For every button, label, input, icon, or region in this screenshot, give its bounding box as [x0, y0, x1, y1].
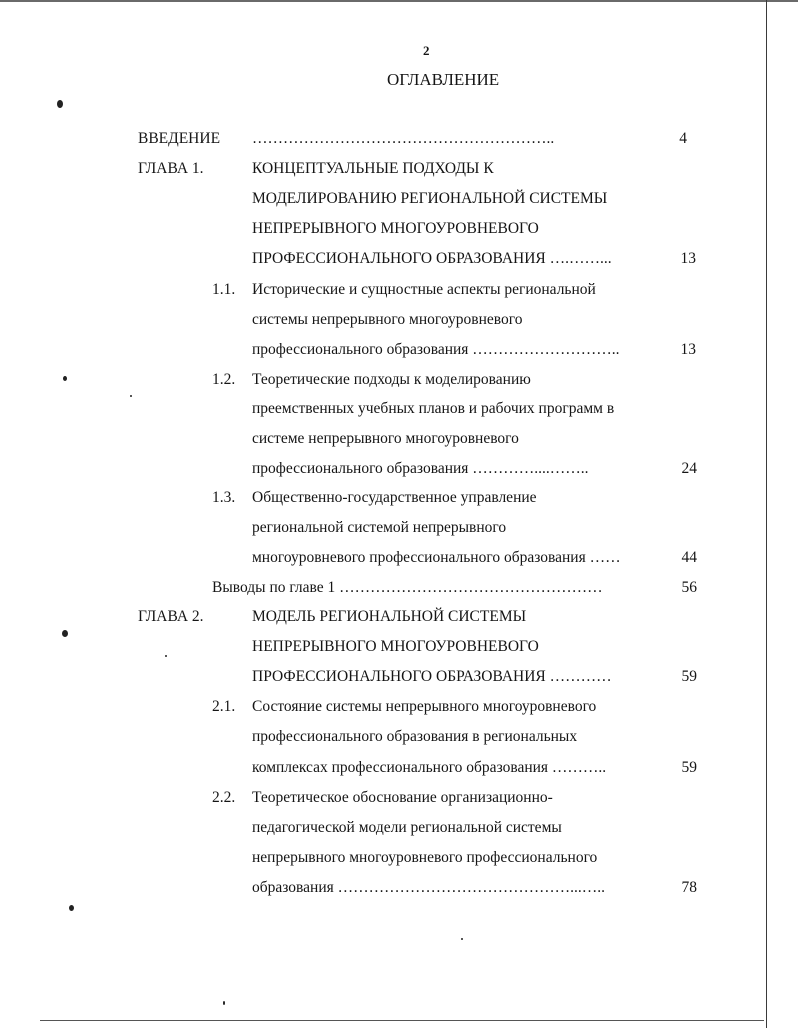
scan-bottom-edge	[40, 1020, 764, 1021]
toc-page: 13	[680, 250, 696, 267]
toc-title-line: преемственных учебных планов и рабочих программ в	[252, 400, 615, 417]
scan-right-edge	[766, 0, 767, 1028]
toc-section-number: 2.2.	[212, 789, 236, 806]
toc-chapter-label: ГЛАВА 2.	[138, 608, 204, 625]
toc-title-line: образования ………………………………………...…..	[252, 879, 606, 896]
scan-top-edge	[0, 0, 798, 2]
toc-section-number: 1.3.	[212, 489, 236, 506]
toc-chapter-label: ГЛАВА 1.	[138, 160, 204, 177]
toc-title-line: Теоретические подходы к моделированию	[252, 371, 531, 388]
toc-title-line: Состояние системы непрерывного многоуровневого	[252, 698, 597, 715]
toc-page: 4	[679, 130, 687, 147]
toc-page: 44	[681, 549, 697, 566]
scan-speck	[57, 100, 63, 108]
toc-title-line: педагогической модели региональной системы	[252, 819, 562, 836]
toc-section-number: 2.1.	[212, 698, 236, 715]
toc-title-line: региональной системой непрерывного	[252, 519, 507, 536]
toc-title-line: МОДЕЛЬ РЕГИОНАЛЬНОЙ СИСТЕМЫ	[252, 608, 527, 625]
toc-title-line: профессионального образования в региональных	[252, 728, 578, 745]
scan-speck	[69, 905, 74, 911]
toc-title-line: МОДЕЛИРОВАНИЮ РЕГИОНАЛЬНОЙ СИСТЕМЫ	[252, 190, 608, 207]
toc-label: ВВЕДЕНИЕ	[138, 130, 221, 147]
toc-page: 59	[681, 759, 697, 776]
toc-page: 56	[681, 579, 697, 596]
toc-title-line: НЕПРЕРЫВНОГО МНОГОУРОВНЕВОГО	[252, 638, 539, 655]
scan-speck	[461, 938, 463, 940]
scan-speck	[165, 655, 167, 657]
toc-section-number: 1.2.	[212, 371, 236, 388]
toc-title-line: НЕПРЕРЫВНОГО МНОГОУРОВНЕВОГО	[252, 220, 539, 237]
toc-title-line: системы непрерывного многоуровневого	[252, 311, 523, 328]
toc-heading: ОГЛАВЛЕНИЕ	[387, 70, 500, 89]
scan-speck	[223, 1001, 225, 1005]
page-number: 2	[423, 43, 430, 58]
toc-title-line: ПРОФЕССИОНАЛЬНОГО ОБРАЗОВАНИЯ …………	[252, 668, 612, 685]
scan-speck	[63, 376, 67, 381]
toc-page: 13	[680, 341, 696, 358]
toc-page: 59	[681, 668, 697, 685]
toc-title-line: Теоретическое обоснование организационно-	[252, 789, 553, 806]
toc-title-line: Исторические и сущностные аспекты региональной	[252, 281, 596, 298]
toc-title-line: системе непрерывного многоуровневого	[252, 430, 519, 447]
toc-title-line: Общественно-государственное управление	[252, 489, 537, 506]
toc-title-line: многоуровневого профессионального образования ……	[252, 549, 621, 566]
toc-title-line: комплексах профессионального образования ………..	[252, 759, 607, 776]
toc-label: Выводы по главе 1 ……………………………………………	[212, 579, 603, 596]
scan-speck	[62, 630, 68, 637]
toc-title-line: профессионального образования ………………………..	[252, 341, 620, 358]
toc-page: 78	[681, 879, 697, 896]
toc-title-line: профессионального образования …………....……..	[252, 460, 589, 477]
scan-speck	[130, 395, 132, 397]
toc-section-number: 1.1.	[212, 281, 236, 298]
toc-title-line: непрерывного многоуровневого профессионального	[252, 849, 598, 866]
toc-title-line: КОНЦЕПТУАЛЬНЫЕ ПОДХОДЫ К	[252, 160, 494, 177]
toc-leader: …………………………………………………..	[252, 130, 555, 147]
toc-title-line: ПРОФЕССИОНАЛЬНОГО ОБРАЗОВАНИЯ ….……...	[252, 250, 612, 267]
toc-page: 24	[681, 460, 697, 477]
